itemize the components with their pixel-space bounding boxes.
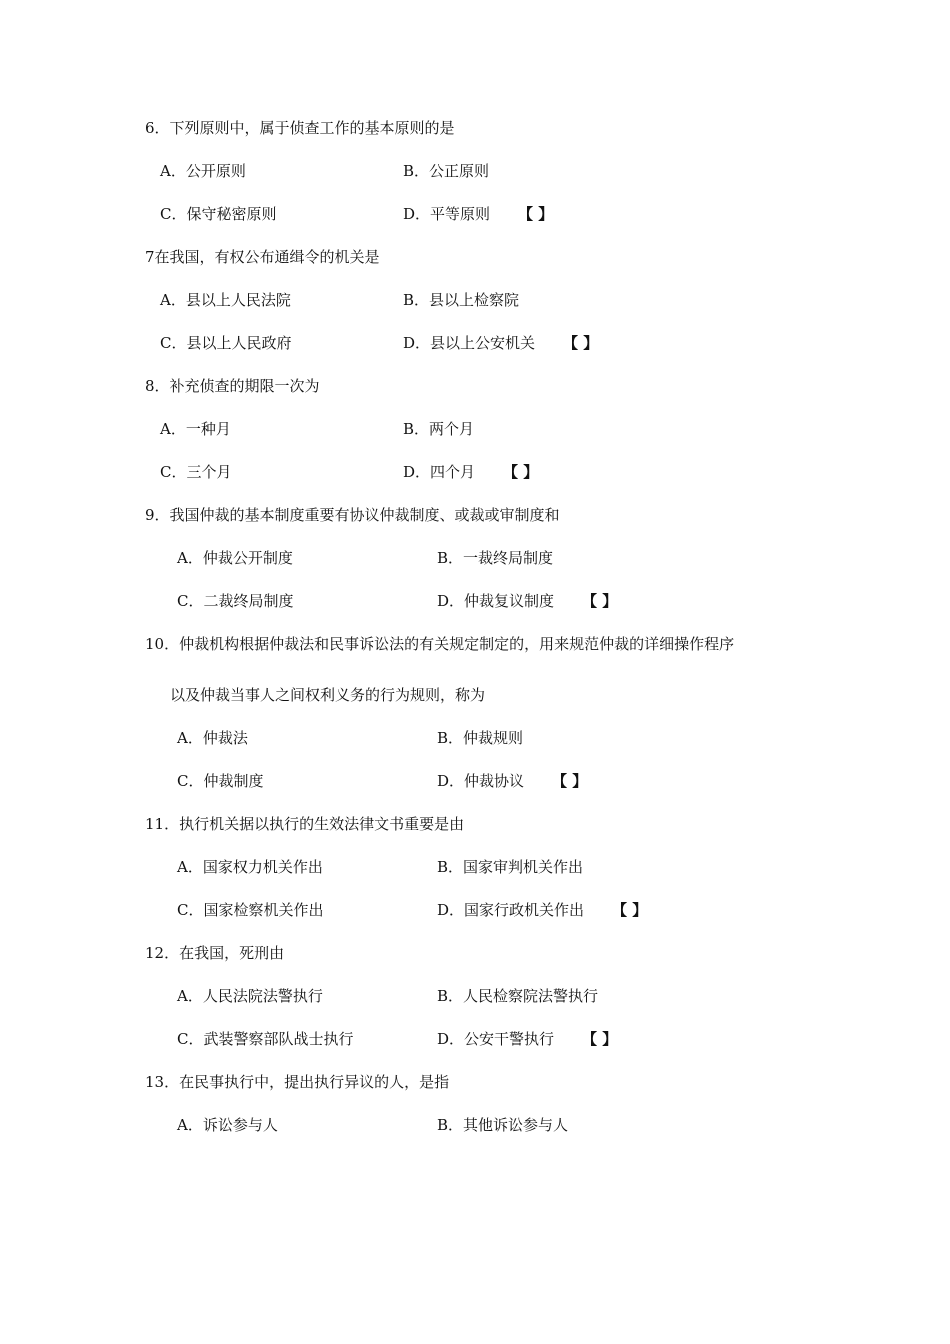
question-stem-continued: 以及仲裁当事人之间权利义务的行为规则，称为 <box>170 686 486 704</box>
option-c: C．三个月 <box>160 463 232 481</box>
question-stem: 13．在民事执行中，提出执行异议的人，是指 <box>145 1073 450 1091</box>
answer-bracket: 【 】 <box>518 205 554 223</box>
option-a: A．国家权力机关作出 <box>177 858 323 876</box>
option-d-row <box>403 204 553 224</box>
option-d: D．公安干警执行 <box>437 1030 555 1048</box>
option-d-row <box>437 900 647 920</box>
option-c: C．县以上人民政府 <box>160 334 292 352</box>
question-stem: 12．在我国，死刑由 <box>145 944 285 962</box>
option-c: C．保守秘密原则 <box>160 205 277 223</box>
option-a: A．诉讼参与人 <box>177 1116 278 1134</box>
option-d: D．国家行政机关作出 <box>437 901 585 919</box>
option-d: D．仲裁协议 <box>437 772 525 790</box>
answer-bracket: 【 】 <box>582 1030 618 1048</box>
option-d-row <box>403 333 598 353</box>
option-a: A．仲裁公开制度 <box>177 549 293 567</box>
option-c: C．国家检察机关作出 <box>177 901 324 919</box>
question-stem: 7在我国，有权公布通缉令的机关是 <box>145 248 380 266</box>
answer-bracket: 【 】 <box>563 334 599 352</box>
question-stem: 10．仲裁机构根据仲裁法和民事诉讼法的有关规定制定的，用来规范仲裁的详细操作程序 <box>145 635 735 653</box>
option-c: C．二裁终局制度 <box>177 592 294 610</box>
answer-bracket: 【 】 <box>612 901 648 919</box>
option-b: B．仲裁规则 <box>437 729 524 747</box>
option-d: D．县以上公安机关 <box>403 334 536 352</box>
option-d: D．平等原则 <box>403 205 491 223</box>
option-d: D．仲裁复议制度 <box>437 592 555 610</box>
option-b: B．公正原则 <box>403 162 490 180</box>
option-b: B．两个月 <box>403 420 475 438</box>
option-d-row <box>437 771 587 791</box>
option-d-row <box>437 1029 617 1049</box>
answer-bracket: 【 】 <box>503 463 539 481</box>
option-b: B．国家审判机关作出 <box>437 858 584 876</box>
question-stem: 6．下列原则中，属于侦查工作的基本原则的是 <box>145 119 455 137</box>
question-stem: 11．执行机关据以执行的生效法律文书重要是由 <box>145 815 465 833</box>
option-c: C．武装警察部队战士执行 <box>177 1030 354 1048</box>
option-d-row <box>437 591 617 611</box>
option-a: A．县以上人民法院 <box>160 291 291 309</box>
question-stem: 9．我国仲裁的基本制度重要有协议仲裁制度、或裁或审制度和 <box>145 506 560 524</box>
option-a: A．一种月 <box>160 420 231 438</box>
option-b: B．其他诉讼参与人 <box>437 1116 569 1134</box>
question-stem: 8．补充侦查的期限一次为 <box>145 377 320 395</box>
option-b: B．县以上检察院 <box>403 291 520 309</box>
option-d: D．四个月 <box>403 463 476 481</box>
option-b: B．人民检察院法警执行 <box>437 987 599 1005</box>
option-a: A．仲裁法 <box>177 729 248 747</box>
answer-bracket: 【 】 <box>582 592 618 610</box>
option-a: A．公开原则 <box>160 162 246 180</box>
option-d-row <box>403 462 538 482</box>
option-c: C．仲裁制度 <box>177 772 264 790</box>
answer-bracket: 【 】 <box>552 772 588 790</box>
option-a: A．人民法院法警执行 <box>177 987 323 1005</box>
option-b: B．一裁终局制度 <box>437 549 554 567</box>
